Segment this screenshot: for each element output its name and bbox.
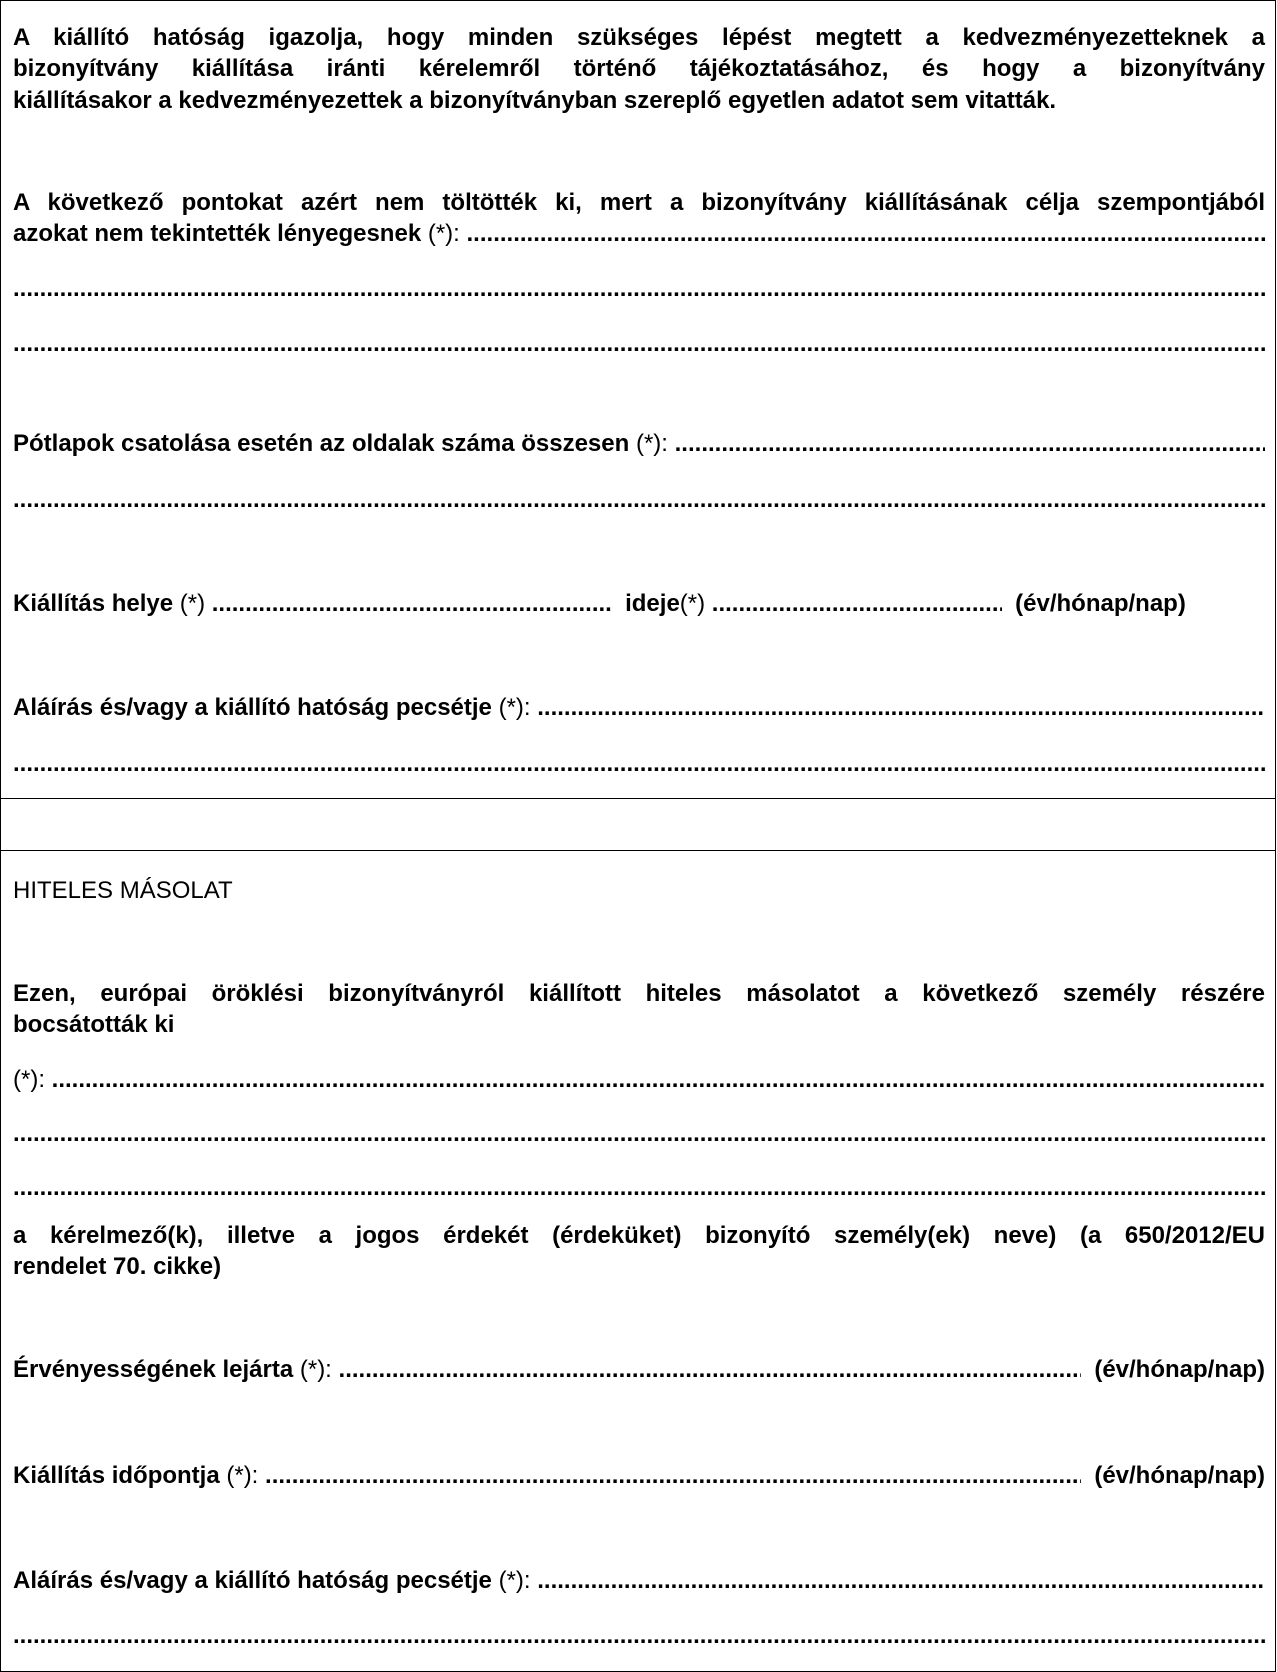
copy-signature-line: Aláírás és/vagy a kiállító hatóság pecsétje (*): ..... (13, 1565, 1265, 1597)
fill-line[interactable] (537, 692, 1265, 724)
fill-line[interactable] (339, 1354, 1081, 1386)
fill-line[interactable] (675, 428, 1265, 460)
fill-line[interactable] (13, 484, 1265, 516)
fill-line[interactable] (467, 218, 1265, 250)
para2-line1: A következő pontokat azért nem töltötték ki, mert a bizonyítvány kiállításának célja szempontjából (13, 189, 1265, 216)
fill-line[interactable] (13, 748, 1265, 780)
fill-line[interactable] (537, 1565, 1265, 1597)
extra-pages-line: Pótlapok csatolása esetén az oldalak száma összesen (*): ..... (13, 428, 1265, 460)
fill-line[interactable] (52, 1064, 1265, 1096)
copy-heading: HITELES MÁSOLAT (13, 877, 233, 904)
fill-line[interactable] (265, 1460, 1081, 1492)
para1-line2: bizonyítvány kiállítása iránti kérelemről történő tájékoztatásához, és hogy a bizonyítvány (13, 55, 1265, 82)
section-separator (0, 798, 1276, 851)
fill-line[interactable] (13, 1620, 1265, 1652)
para1-line1: A kiállító hatóság igazolja, hogy minden szükséges lépést megtett a kedvezményezetteknek a (13, 24, 1265, 51)
date-fill[interactable] (712, 588, 1002, 620)
fill-line[interactable] (13, 328, 1265, 360)
fill-line[interactable] (13, 1172, 1265, 1204)
signature-line: Aláírás és/vagy a kiállító hatóság pecsétje (*): ..... (13, 692, 1265, 724)
para1-line3: kiállításakor a kedvezményezettek a bizonyítványban szereplő egyetlen adatot sem vitatták. (13, 87, 1057, 114)
recipient-line: (*): ..... (13, 1064, 1265, 1096)
validity-line: Érvényességének lejárta (*): ..... (év/hónap/nap) (13, 1354, 1265, 1386)
copy-para-line1: Ezen, európai öröklési bizonyítványról kiállított hiteles másolatot a következő személy részére (13, 980, 1265, 1007)
place-fill[interactable] (212, 588, 612, 620)
issue-date-line: Kiállítás időpontja (*): ..... (év/hónap/nap) (13, 1460, 1265, 1492)
fill-line[interactable] (13, 1118, 1265, 1150)
para2-line2: azokat nem tekintették lényegesnek (*): ..... (13, 218, 1265, 250)
fill-line[interactable] (13, 273, 1265, 305)
note-line1: a kérelmező(k), illetve a jogos érdekét (érdeküket) bizonyító személy(ek) neve) (a 650/2012/EU (13, 1222, 1265, 1249)
place-date-line: Kiállítás helye (*) ..... ideje (*) ..... (év/hónap/nap) (13, 588, 1265, 620)
certificate-section (0, 0, 1276, 799)
note-line2: rendelet 70. cikke) (13, 1253, 222, 1280)
copy-para-line2: bocsátották ki (13, 1011, 175, 1038)
